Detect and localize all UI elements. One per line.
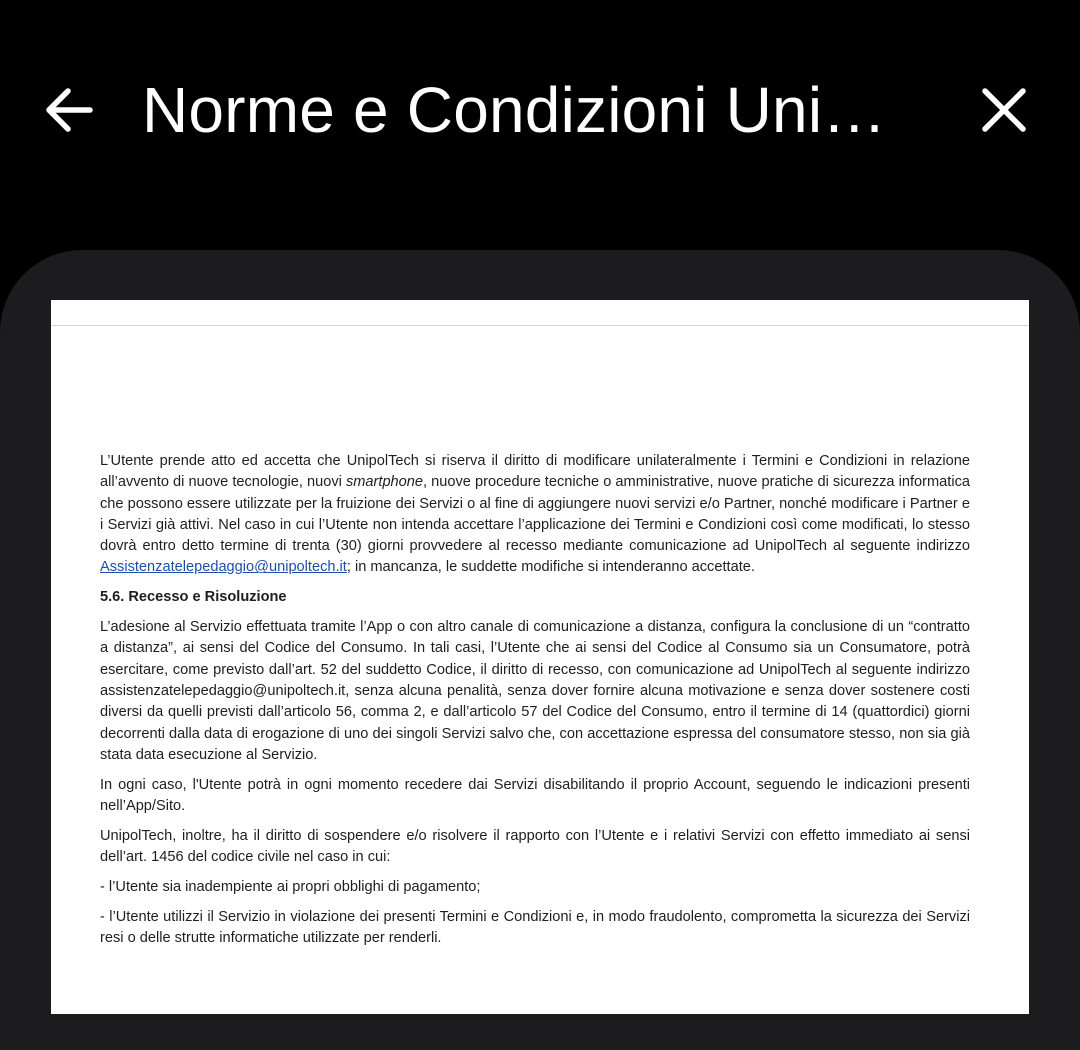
page-divider xyxy=(51,325,1029,326)
section-heading: 5.6. Recesso e Risoluzione xyxy=(100,589,287,606)
paragraph-account: In ogni caso, l'Utente potrà in ogni momento recedere dai Servizi disabilitando il proprio Account, seguendo le indicazioni presenti nell’App/Sito. xyxy=(100,776,970,814)
top-bar xyxy=(0,0,1080,220)
paragraph-text: ; in mancanza, le suddette modifiche si intenderanno accettate. xyxy=(346,559,755,576)
back-button[interactable] xyxy=(38,78,102,142)
arrow-left-icon xyxy=(38,78,102,142)
paragraph-termination: UnipolTech, inoltre, ha il diritto di sospendere e/o risolvere il rapporto con l’Utente e i relativi Servizi con effetto immediato ai sensi dell’art. 1456 del codice civile nel caso in cui: xyxy=(100,827,970,866)
paragraph-text: L’Utente prende atto ed accetta che UnipolTech si riserva il diritto di modificare unilateralmente i Termini e Condizioni in relazione all’avvento di nuove tecnologie, nuovi xyxy=(100,453,970,491)
paragraph-text: , nuove procedure tecniche o amministrative, nuove pratiche di sicurezza informatica che possono essere utilizzate per la fruizione dei Servizi o al fine di aggiungere nuovi servizi e/o Partner, nonché modificare i Partner e i Servizi già attivi. Nel caso in cui l’Utente non intenda accettare l’applicazione dei Termini e Condizioni così come modificati, lo stesso dovrà entro detto termine di trenta (30) giorni provvedere al recesso mediante comunicazione ad UnipolTech al seguente indirizzo xyxy=(100,474,970,555)
document-page[interactable] xyxy=(51,300,1029,1014)
paragraph-withdrawal: L’adesione al Servizio effettuata tramite l’App o con altro canale di comunicazione a distanza, configura la conclusione di un “contratto a distanza”, ai sensi del Codice del Consumo. In tali casi, l’Utente che ai sensi del Codice al Consumo sia un Consumatore, potrà esercitare, come previsto dall’art. 52 del suddetto Codice, il diritto di recesso, con comunicazione ad UnipolTech al seguente indirizzo assistenzatelepedaggio@unipoltech.it, senza alcuna penalità, senza dover fornire alcuna motivazione e senza dover sostenere costi diversi da quelli previsti dall’articolo 56, comma 2, e dall’articolo 57 del Codice del Consumo, entro il termine di 14 (quattordici) giorni decorrenti dalla data di erogazione di uno dei singoli Servizi salvo che, con accettazione espressa del consumatore stesso, non sia già stata data esecuzione al Servizio. xyxy=(100,619,970,763)
email-link[interactable]: Assistenzatelepedaggio@unipoltech.it xyxy=(100,559,347,576)
italic-term: smartphone xyxy=(345,474,424,491)
list-item-fraud: - l’Utente utilizzi il Servizio in violazione dei presenti Termini e Condizioni e, in modo fraudolento, comprometta la sicurezza dei Servizi resi o delle strutte informatiche utilizzate per renderli. xyxy=(100,908,970,946)
document-body xyxy=(100,451,970,958)
close-button[interactable] xyxy=(972,78,1036,142)
paragraph-modifications xyxy=(100,451,970,579)
list-item-payment: - l’Utente sia inadempiente ai propri obblighi di pagamento; xyxy=(100,878,481,895)
page-title: Norme e Condizioni Uni… xyxy=(142,74,887,146)
close-icon xyxy=(972,78,1036,142)
